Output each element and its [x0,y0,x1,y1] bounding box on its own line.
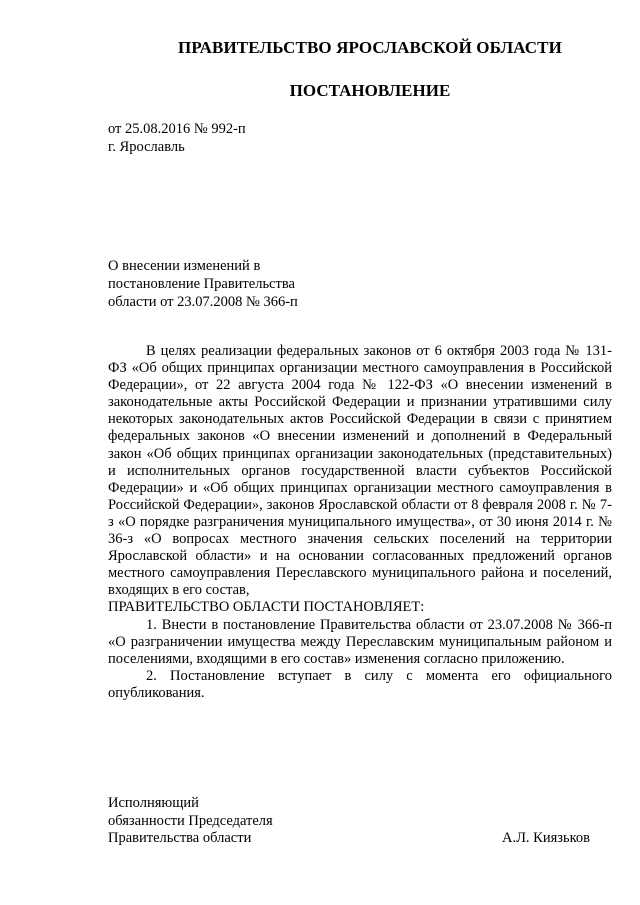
subject-line-3: области от 23.07.2008 № 366-п [108,294,298,310]
signatory-title-line-1: Исполняющий [108,795,199,811]
signature-block [108,795,612,848]
document-subject [108,257,298,311]
document-body [108,343,612,702]
signatory-name: А.Л. Киязьков [501,830,590,846]
signatory-title-line-2: обязанности Председателя [108,812,273,829]
document-type-title: ПОСТАНОВЛЕНИЕ [289,81,451,100]
subject-line-2: постановление Правительства [108,276,295,292]
city: г. Ярославль [108,139,185,155]
signatory-title-line-3: Правительства области [108,830,252,846]
date-number: от 25.08.2016 № 992-п [108,121,246,137]
organization-title: ПРАВИТЕЛЬСТВО ЯРОСЛАВСКОЙ ОБЛАСТИ [178,38,562,57]
subject-line-1: О внесении изменений в [108,258,261,274]
decree-item-2: 2. Постановление вступает в силу с момента его официального опубликования. [108,667,612,701]
document-meta [108,120,246,156]
decree-statement: ПРАВИТЕЛЬСТВО ОБЛАСТИ ПОСТАНОВЛЯЕТ: [108,599,425,616]
preamble-paragraph: В целях реализации федеральных законов от 6 октября 2003 года № 131-ФЗ «Об общих принципах организации местного самоуправления в Российской Федерации», от 22 августа 2004 года № 122-ФЗ «О внесении изменений в законодательные акты Российской Федерации и признании утратившими силу некоторых законодательных актов Российской Федерации в связи с принятием федеральных законов «О внесении изменений и дополнений в Федеральный закон «Об общих принципах организации законодательных (представительных) и исполнительных органов государственной власти субъектов Российской Федерации» и «Об общих принципах организации местного самоуправления в Российской Федерации», законов Ярославской области от 8 февраля 2008 г. № 7-з «О порядке разграничения муниципального имущества», от 30 июня 2014 г. № 36-з «О вопросах местного значения сельских поселений на территории Ярославской области» и на основании согласованных предложений органов местного самоуправления Переславского муниципального района и поселений, входящих в его состав, [108,343,612,599]
decree-item-1: 1. Внести в постановление Правительства области от 23.07.2008 № 366-п «О разграничении имущества между Переславским муниципальным районом и поселениями, входящими в его состав» изменения согласно приложению. [108,616,612,667]
